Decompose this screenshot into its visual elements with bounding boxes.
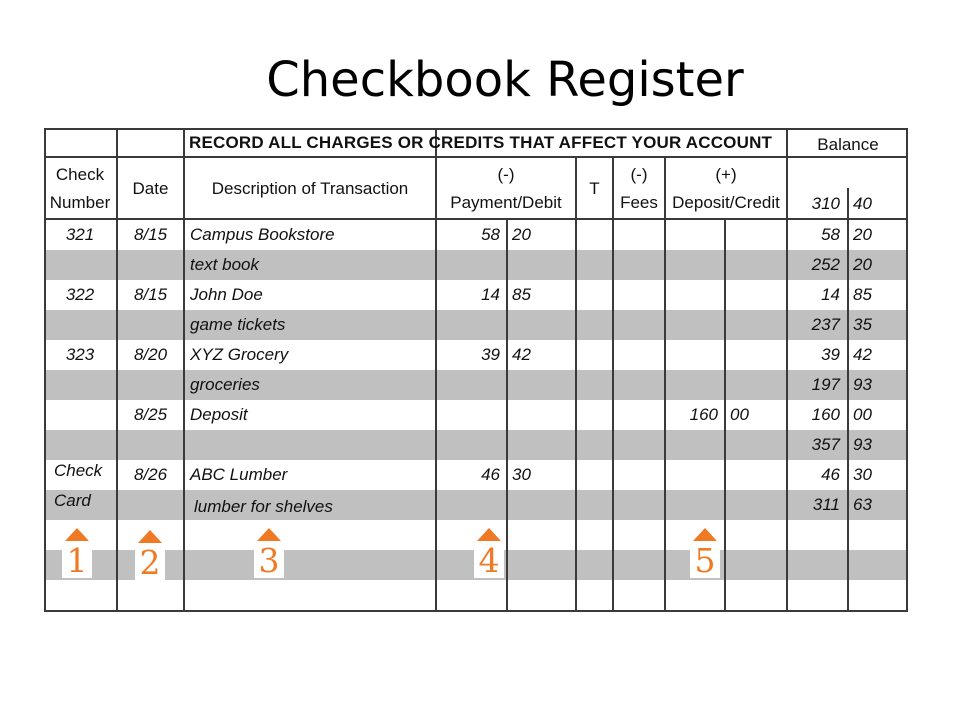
marker-number: 2 (135, 546, 165, 580)
description-cell: lumber for shelves (194, 497, 333, 516)
header-banner: RECORD ALL CHARGES OR CREDITS THAT AFFECT YOUR ACCOUNT (189, 133, 773, 152)
slide-title: Checkbook Register (266, 52, 744, 108)
balance-dollars-cell: 14 (821, 285, 840, 304)
header-deposit: Deposit/Credit (672, 193, 780, 212)
marker-2 (135, 530, 165, 580)
check-number-cell: Card (54, 491, 91, 510)
header-description: Description of Transaction (211, 179, 409, 198)
balance-cents-cell: 00 (853, 405, 872, 424)
description-cell: XYZ Grocery (190, 345, 289, 364)
description-cell: game tickets (190, 315, 286, 334)
date-cell: 8/25 (133, 405, 168, 424)
marker-1 (62, 528, 92, 578)
balance-cents-cell: 85 (853, 285, 872, 304)
triangle-icon (257, 528, 281, 541)
payment-cents-cell: 42 (512, 345, 531, 364)
starting-balance-dollars: 310 (811, 194, 840, 213)
description-cell: Deposit (190, 405, 248, 424)
balance-cents-cell: 35 (853, 315, 872, 334)
balance-dollars-cell: 58 (821, 225, 840, 244)
balance-cents-cell: 63 (853, 495, 872, 514)
header-balance: Balance (817, 135, 879, 154)
balance-dollars-cell: 39 (821, 345, 840, 364)
triangle-icon (693, 528, 717, 541)
marker-number: 1 (62, 544, 92, 578)
marker-number: 4 (474, 544, 504, 578)
marker-number: 5 (690, 544, 720, 578)
balance-cents-cell: 93 (853, 375, 872, 394)
balance-dollars-cell: 197 (811, 375, 840, 394)
description-cell: groceries (190, 375, 260, 394)
balance-dollars-cell: 237 (811, 315, 840, 334)
starting-balance-cents: 40 (853, 194, 872, 213)
payment-dollars-cell: 58 (481, 225, 500, 244)
payment-cents-cell: 30 (512, 465, 531, 484)
header-fees-sign: (-) (630, 165, 648, 184)
balance-dollars-cell: 357 (811, 435, 840, 454)
balance-cents-cell: 20 (853, 255, 872, 274)
header-payment-sign: (-) (497, 165, 515, 184)
date-cell: 8/20 (133, 345, 168, 364)
deposit-cents-cell: 00 (730, 405, 749, 424)
header-date: Date (132, 179, 169, 198)
triangle-icon (65, 528, 89, 541)
payment-dollars-cell: 46 (481, 465, 500, 484)
date-cell: 8/15 (133, 285, 168, 304)
header-t: T (589, 179, 600, 198)
balance-dollars-cell: 252 (811, 255, 840, 274)
check-number-cell: Check (54, 461, 103, 480)
check-number-cell: 321 (65, 225, 95, 244)
description-cell: John Doe (190, 285, 263, 304)
header-deposit-sign: (+) (715, 165, 737, 184)
balance-cents-cell: 93 (853, 435, 872, 454)
balance-dollars-cell: 46 (821, 465, 840, 484)
header-check-number-line2: Number (49, 193, 111, 212)
marker-number: 3 (254, 544, 284, 578)
date-cell: 8/26 (133, 465, 168, 484)
header-check-number-line1: Check (55, 165, 105, 184)
triangle-icon (477, 528, 501, 541)
balance-dollars-cell: 160 (811, 405, 840, 424)
checkbook-register (44, 128, 908, 612)
marker-3 (254, 528, 284, 578)
deposit-dollars-cell: 160 (689, 405, 718, 424)
balance-cents-cell: 42 (853, 345, 872, 364)
description-cell: text book (190, 255, 259, 274)
payment-dollars-cell: 39 (481, 345, 500, 364)
marker-5 (690, 528, 720, 578)
header-payment: Payment/Debit (450, 193, 562, 212)
payment-dollars-cell: 14 (481, 285, 500, 304)
description-cell: ABC Lumber (190, 465, 288, 484)
balance-cents-cell: 20 (853, 225, 872, 244)
header-fees: Fees (620, 193, 658, 212)
payment-cents-cell: 85 (512, 285, 531, 304)
check-number-cell: 323 (65, 345, 95, 364)
marker-4 (474, 528, 504, 578)
check-number-cell: 322 (65, 285, 95, 304)
date-cell: 8/15 (133, 225, 168, 244)
balance-dollars-cell: 311 (812, 495, 840, 514)
triangle-icon (138, 530, 162, 543)
description-cell: Campus Bookstore (190, 225, 335, 244)
balance-cents-cell: 30 (853, 465, 872, 484)
payment-cents-cell: 20 (512, 225, 531, 244)
